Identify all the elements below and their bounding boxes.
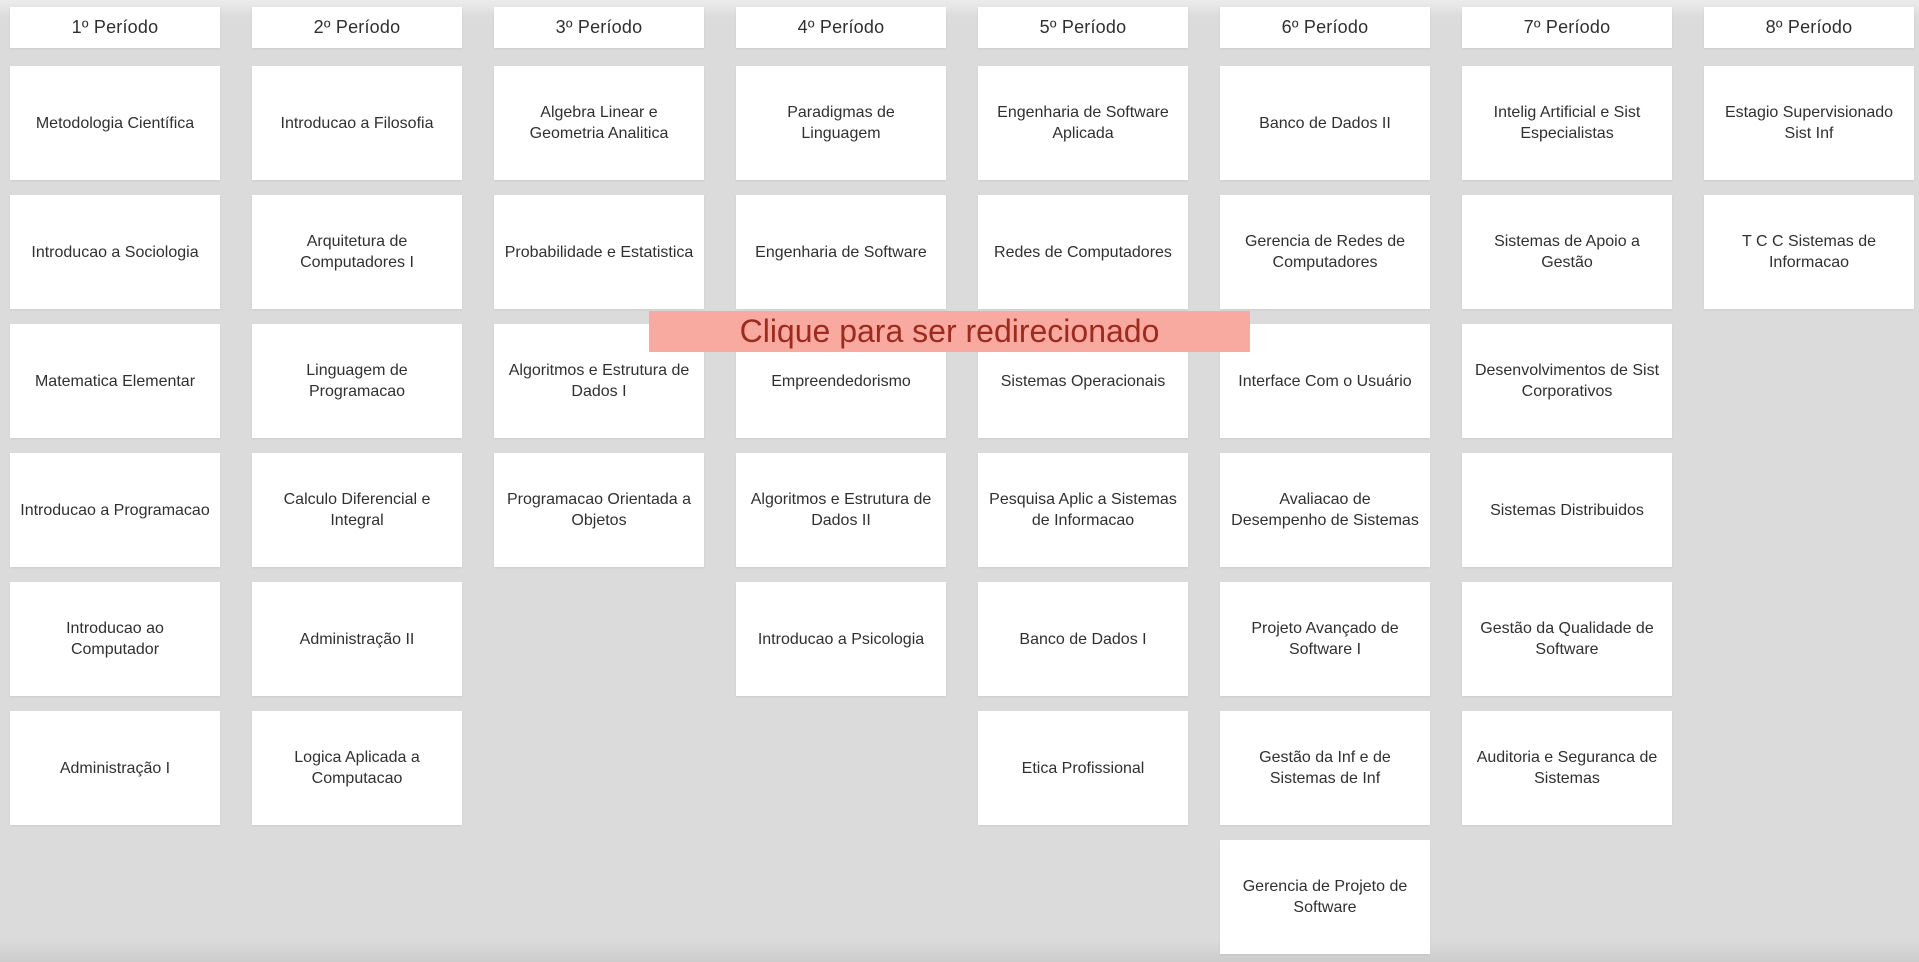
course-card[interactable]: Pesquisa Aplic a Sistemas de Informacao [978, 453, 1188, 567]
redirect-banner[interactable]: Clique para ser redirecionado [649, 311, 1250, 352]
course-card[interactable]: Matematica Elementar [10, 324, 220, 438]
course-card[interactable]: Sistemas Operacionais [978, 324, 1188, 438]
course-card[interactable]: Introducao ao Computador [10, 582, 220, 696]
period-header [736, 7, 946, 48]
course-card[interactable]: Linguagem de Programacao [252, 324, 462, 438]
course-card[interactable]: Gerencia de Redes de Computadores [1220, 195, 1430, 309]
course-list [10, 66, 220, 825]
course-card[interactable]: Gestão da Qualidade de Software [1462, 582, 1672, 696]
period-label: 5º Período [1039, 17, 1127, 37]
course-card[interactable]: Projeto Avançado de Software I [1220, 582, 1430, 696]
period-column-8 [1704, 7, 1914, 309]
course-card[interactable]: Redes de Computadores [978, 195, 1188, 309]
course-list [978, 66, 1188, 825]
course-card[interactable]: Avaliacao de Desempenho de Sistemas [1220, 453, 1430, 567]
period-label: 6º Período [1281, 17, 1369, 37]
period-label: 8º Período [1765, 17, 1853, 37]
course-card[interactable]: Auditoria e Seguranca de Sistemas [1462, 711, 1672, 825]
course-card[interactable]: Etica Profissional [978, 711, 1188, 825]
period-header [494, 7, 704, 48]
course-card[interactable]: Administração II [252, 582, 462, 696]
course-card[interactable]: Algebra Linear e Geometria Analitica [494, 66, 704, 180]
period-column-7 [1462, 7, 1672, 825]
course-card[interactable]: Desenvolvimentos de Sist Corporativos [1462, 324, 1672, 438]
period-header [10, 7, 220, 48]
course-list [252, 66, 462, 825]
course-card[interactable]: Administração I [10, 711, 220, 825]
course-card[interactable]: Programacao Orientada a Objetos [494, 453, 704, 567]
course-card[interactable]: Arquitetura de Computadores I [252, 195, 462, 309]
period-label: 4º Período [797, 17, 885, 37]
course-card[interactable]: Engenharia de Software [736, 195, 946, 309]
period-header [1220, 7, 1430, 48]
course-card[interactable]: Introducao a Sociologia [10, 195, 220, 309]
period-label: 2º Período [313, 17, 401, 37]
course-card[interactable]: Intelig Artificial e Sist Especialistas [1462, 66, 1672, 180]
period-column-2 [252, 7, 462, 825]
course-list [1220, 66, 1430, 954]
course-list [736, 66, 946, 696]
period-header [252, 7, 462, 48]
course-card[interactable]: Sistemas de Apoio a Gestão [1462, 195, 1672, 309]
course-card[interactable]: Estagio Supervisionado Sist Inf [1704, 66, 1914, 180]
course-card[interactable]: Gestão da Inf e de Sistemas de Inf [1220, 711, 1430, 825]
period-header [978, 7, 1188, 48]
course-card[interactable]: Interface Com o Usuário [1220, 324, 1430, 438]
period-column-1 [10, 7, 220, 825]
course-card[interactable]: Introducao a Programacao [10, 453, 220, 567]
course-card[interactable]: Engenharia de Software Aplicada [978, 66, 1188, 180]
period-column-3 [494, 7, 704, 567]
course-card[interactable]: Introducao a Psicologia [736, 582, 946, 696]
course-card[interactable]: Calculo Diferencial e Integral [252, 453, 462, 567]
period-label: 1º Período [71, 17, 159, 37]
course-card[interactable]: Probabilidade e Estatistica [494, 195, 704, 309]
course-card[interactable]: Algoritmos e Estrutura de Dados II [736, 453, 946, 567]
course-card[interactable]: Gerencia de Projeto de Software [1220, 840, 1430, 954]
course-card[interactable]: Metodologia Científica [10, 66, 220, 180]
period-label: 7º Período [1523, 17, 1611, 37]
period-column-5 [978, 7, 1188, 825]
course-card[interactable]: Algoritmos e Estrutura de Dados I [494, 324, 704, 438]
course-card[interactable]: Banco de Dados II [1220, 66, 1430, 180]
period-column-6 [1220, 7, 1430, 954]
period-header [1462, 7, 1672, 48]
period-header [1704, 7, 1914, 48]
period-label: 3º Período [555, 17, 643, 37]
course-list [1704, 66, 1914, 309]
course-card[interactable]: Paradigmas de Linguagem [736, 66, 946, 180]
course-list [1462, 66, 1672, 825]
course-card[interactable]: Empreendedorismo [736, 324, 946, 438]
course-card[interactable]: T C C Sistemas de Informacao [1704, 195, 1914, 309]
course-card[interactable]: Sistemas Distribuidos [1462, 453, 1672, 567]
course-card[interactable]: Logica Aplicada a Computacao [252, 711, 462, 825]
course-card[interactable]: Banco de Dados I [978, 582, 1188, 696]
course-card[interactable]: Introducao a Filosofia [252, 66, 462, 180]
